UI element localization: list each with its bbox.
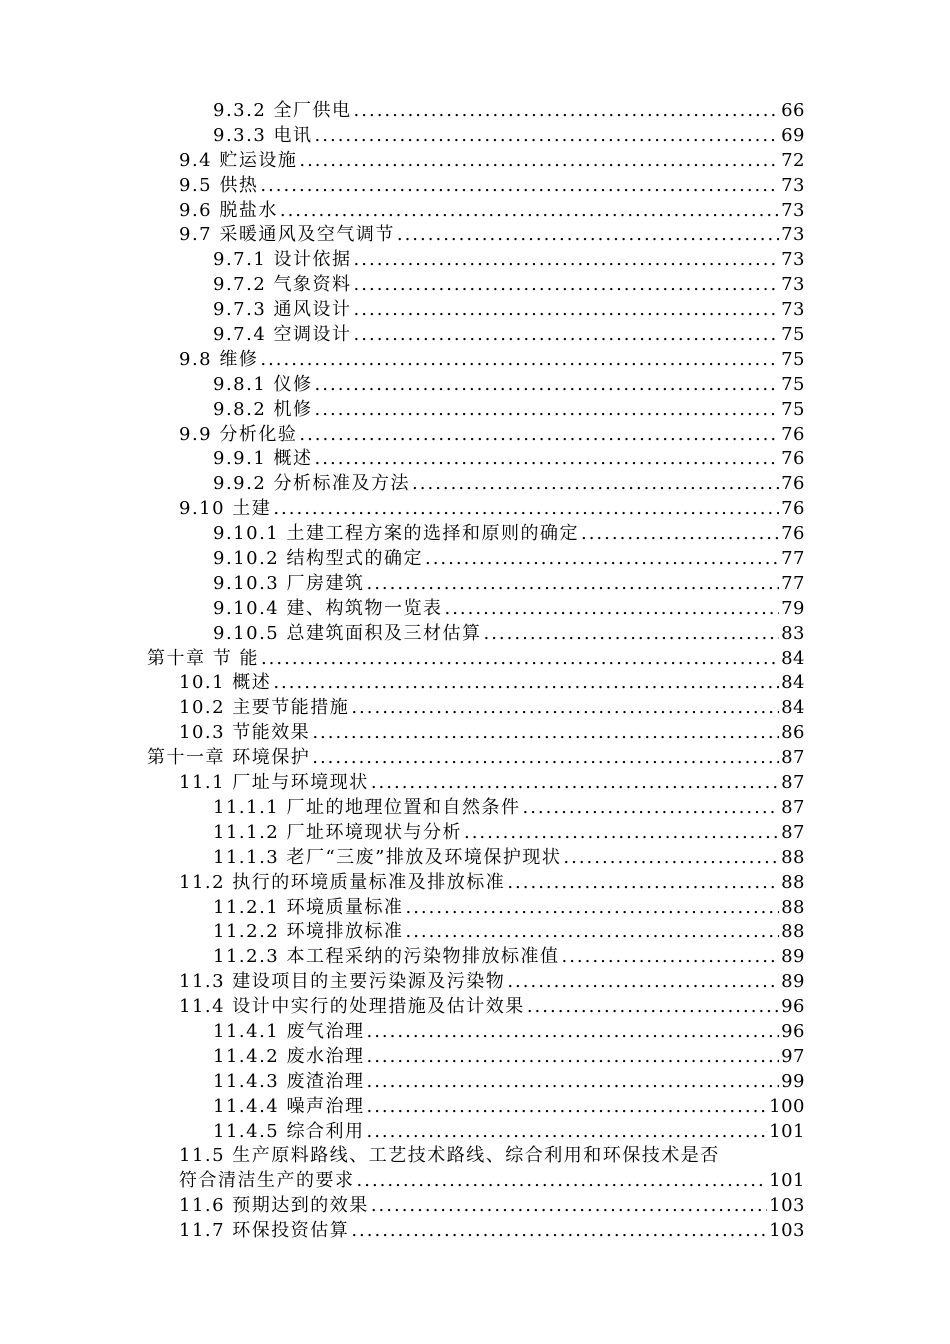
toc-entry-page-number: 79: [781, 597, 805, 619]
dot-leader: [354, 100, 780, 122]
toc-entry-label: 9.5 供热: [179, 174, 259, 196]
dot-leader: [315, 374, 780, 396]
toc-entry-page-number: 89: [781, 971, 805, 993]
toc-entry-page-number: 84: [781, 697, 805, 719]
dot-leader: [405, 921, 779, 943]
toc-entry-page-number: 76: [781, 448, 805, 470]
toc-entry[interactable]: [0, 521, 950, 546]
toc-entry-page-number: 69: [781, 124, 805, 146]
dot-leader: [527, 996, 779, 1018]
toc-entry-page-number: 96: [781, 1020, 805, 1042]
dot-leader: [312, 722, 779, 744]
toc-entry-label: 9.7.4 空调设计: [213, 324, 352, 346]
dot-leader: [354, 249, 780, 271]
toc-entry-label: 11.1.2 厂址环境现状与分析: [213, 821, 462, 843]
toc-entry[interactable]: [0, 198, 950, 223]
dot-leader: [366, 1046, 779, 1068]
toc-entry[interactable]: [0, 222, 950, 247]
dot-leader: [354, 274, 780, 296]
dot-leader: [366, 573, 779, 595]
dot-leader: [299, 424, 779, 446]
toc-entry-label: 9.3.2 全厂供电: [213, 100, 352, 121]
dot-leader: [522, 797, 779, 819]
toc-entry-label: 11.7 环保投资估算: [179, 1220, 350, 1242]
toc-entry-page-number: 87: [781, 821, 805, 843]
toc-entry-label: 11.2 执行的环境质量标准及排放标准: [179, 871, 506, 893]
dot-leader: [405, 897, 779, 919]
dot-leader: [371, 772, 779, 794]
toc-entry-page-number: 76: [781, 423, 805, 445]
toc-entry-page-number: 75: [781, 373, 805, 395]
toc-entry-page-number: 73: [781, 174, 805, 196]
dot-leader: [315, 125, 780, 147]
toc-entry-page-number: 97: [781, 1045, 805, 1067]
toc-entry[interactable]: [0, 422, 950, 447]
toc-entry-page-number: 101: [769, 1120, 805, 1142]
dot-leader: [397, 224, 779, 246]
dot-leader: [315, 448, 780, 470]
toc-entry-page-number: 103: [769, 1220, 805, 1242]
toc-entry-label: 9.7.2 气象资料: [213, 274, 352, 296]
toc-entry-page-number: 73: [781, 274, 805, 296]
dot-leader: [507, 971, 779, 993]
dot-leader: [299, 150, 779, 172]
toc-entry-label: 11.4.3 废渣治理: [213, 1070, 365, 1092]
toc-entry[interactable]: [0, 98, 950, 123]
dot-leader: [260, 349, 779, 371]
dot-leader: [366, 1021, 779, 1043]
toc-entry[interactable]: [0, 1044, 950, 1069]
toc-entry-label: 11.5 生产原料路线、工艺技术路线、综合利用和环保技术是否: [179, 1145, 720, 1167]
toc-entry-page-number: 100: [769, 1095, 805, 1117]
toc-entry[interactable]: [0, 148, 950, 173]
toc-entry[interactable]: [0, 895, 950, 920]
dot-leader: [366, 1121, 767, 1143]
toc-entry-label: 11.2.2 环境排放标准: [213, 921, 404, 943]
toc-entry-page-number: 88: [781, 846, 805, 868]
dot-leader: [260, 175, 779, 197]
toc-entry-page-number: 96: [781, 996, 805, 1018]
toc-entry-label: 9.8.2 机修: [213, 398, 313, 420]
dot-leader: [366, 1071, 779, 1093]
toc-entry-page-number: 88: [781, 871, 805, 893]
toc-entry[interactable]: [0, 372, 950, 397]
toc-entry-label: 11.1.1 厂址的地理位置和自然条件: [213, 796, 521, 818]
dot-leader: [444, 598, 779, 620]
dot-leader: [312, 747, 779, 769]
toc-entry-page-number: 84: [781, 647, 805, 669]
toc-entry-label: 9.6 脱盐水: [179, 199, 278, 221]
toc-entry-label-continued: 符合清洁生产的要求: [179, 1170, 355, 1192]
dot-leader: [425, 548, 779, 570]
dot-leader: [507, 872, 779, 894]
dot-leader: [273, 672, 779, 694]
toc-entry-label: 9.8 维修: [179, 348, 259, 370]
toc-entry-page-number: 88: [781, 921, 805, 943]
toc-entry[interactable]: [0, 173, 950, 198]
dot-leader: [351, 697, 779, 719]
toc-entry-page-number: 86: [781, 722, 805, 744]
toc-entry-label: 9.9.1 概述: [213, 448, 313, 470]
dot-leader: [354, 324, 780, 346]
toc-entry[interactable]: [0, 347, 950, 372]
toc-entry-label: 9.7.3 通风设计: [213, 299, 352, 321]
toc-entry-page-number: 83: [781, 622, 805, 644]
toc-entry[interactable]: [0, 969, 950, 994]
toc-entry-label: 11.3 建设项目的主要污染源及污染物: [179, 971, 506, 993]
toc-entry-page-number: 73: [781, 249, 805, 271]
toc-entry-label: 11.4.5 综合利用: [213, 1120, 365, 1142]
toc-entry-page-number: 75: [781, 348, 805, 370]
toc-entry[interactable]: [0, 919, 950, 944]
toc-entry-label: 10.3 节能效果: [179, 722, 311, 744]
toc-entry-label: 10.2 主要节能措施: [179, 697, 350, 719]
toc-entry[interactable]: [0, 820, 950, 845]
toc-entry-page-number: 73: [781, 224, 805, 246]
toc-entry-page-number: 75: [781, 324, 805, 346]
dot-leader: [354, 299, 780, 321]
toc-entry-page-number: 88: [781, 896, 805, 918]
toc-entry-page-number: 73: [781, 299, 805, 321]
dot-leader: [351, 1220, 767, 1242]
toc-entry[interactable]: [0, 944, 950, 969]
dot-leader: [464, 822, 779, 844]
toc-entry[interactable]: [0, 870, 950, 895]
toc-entry[interactable]: [0, 123, 950, 148]
toc-entry-label: 9.10.3 厂房建筑: [213, 572, 365, 594]
toc-entry-label: 11.2.1 环境质量标准: [213, 896, 404, 918]
dot-leader: [371, 1195, 767, 1217]
toc-entry[interactable]: [0, 795, 950, 820]
toc-entry[interactable]: [0, 247, 950, 272]
dot-leader: [561, 946, 779, 968]
toc-entry[interactable]: [0, 745, 950, 770]
toc-entry-label: 9.9.2 分析标准及方法: [213, 473, 411, 495]
toc-entry-page-number: 84: [781, 672, 805, 694]
toc-entry[interactable]: [0, 845, 950, 870]
toc-entry-page-number: 66: [781, 100, 805, 121]
toc-entry-label: 11.4.1 废气治理: [213, 1020, 365, 1042]
toc-entry[interactable]: [0, 397, 950, 422]
toc-entry-page-number: 89: [781, 946, 805, 968]
toc-entry-label: 11.4 设计中实行的处理措施及估计效果: [179, 996, 525, 1018]
toc-entry-label: 9.10.4 建、构筑物一览表: [213, 597, 443, 619]
toc-entry[interactable]: [0, 546, 950, 571]
toc-entry-label: 9.10.5 总建筑面积及三材估算: [213, 622, 482, 644]
toc-entry-label: 11.1.3 老厂“三废”排放及环境保护现状: [213, 846, 562, 868]
toc-entry-label: 11.4.4 噪声治理: [213, 1095, 365, 1117]
table-of-contents: [0, 98, 950, 1243]
toc-entry-page-number: 77: [781, 548, 805, 570]
toc-entry-label: 11.2.3 本工程采纳的污染物排放标准值: [213, 946, 560, 968]
toc-entry-page-number: 75: [781, 398, 805, 420]
toc-entry[interactable]: [0, 720, 950, 745]
toc-entry-page-number: 72: [781, 149, 805, 171]
toc-entry-page-number: 76: [781, 473, 805, 495]
toc-entry-label: 11.6 预期达到的效果: [179, 1195, 369, 1217]
toc-entry[interactable]: [0, 446, 950, 471]
dot-leader: [315, 399, 780, 421]
toc-entry[interactable]: [0, 272, 950, 297]
toc-entry-label: 9.8.1 仪修: [213, 373, 313, 395]
toc-entry[interactable]: [0, 471, 950, 496]
toc-entry[interactable]: [0, 496, 950, 521]
toc-entry-page-number: 87: [781, 772, 805, 794]
toc-entry[interactable]: [0, 1069, 950, 1094]
dot-leader: [357, 1170, 768, 1192]
dot-leader: [273, 498, 779, 520]
toc-entry[interactable]: [0, 1218, 950, 1243]
dot-leader: [581, 523, 779, 545]
toc-entry-page-number: 87: [781, 747, 805, 769]
toc-entry[interactable]: [0, 621, 950, 646]
toc-entry-label: 9.7 采暖通风及空气调节: [179, 224, 395, 246]
toc-entry[interactable]: [0, 994, 950, 1019]
toc-entry[interactable]: [0, 670, 950, 695]
dot-leader: [280, 200, 779, 222]
toc-entry[interactable]: [0, 1019, 950, 1044]
dot-leader: [261, 648, 779, 670]
toc-entry[interactable]: [0, 1094, 950, 1119]
toc-entry[interactable]: [0, 1119, 950, 1144]
toc-entry-label: 11.1 厂址与环境现状: [179, 772, 369, 794]
toc-entry-label: 11.4.2 废水治理: [213, 1045, 365, 1067]
dot-leader: [483, 623, 779, 645]
toc-entry-label: 9.10.1 土建工程方案的选择和原则的确定: [213, 523, 579, 545]
toc-entry-page-number: 101: [769, 1170, 805, 1192]
dot-leader: [366, 1096, 767, 1118]
toc-entry[interactable]: [0, 1193, 950, 1218]
toc-entry[interactable]: [0, 695, 950, 720]
toc-entry-label: 9.10.2 结构型式的确定: [213, 548, 423, 570]
toc-entry[interactable]: [0, 1143, 950, 1193]
toc-entry-page-number: 76: [781, 523, 805, 545]
toc-entry-page-number: 87: [781, 796, 805, 818]
toc-entry[interactable]: [0, 571, 950, 596]
toc-entry-page-number: 73: [781, 199, 805, 221]
toc-entry-label: 第十一章 环境保护: [147, 747, 311, 769]
toc-entry[interactable]: [0, 297, 950, 322]
toc-entry-label: 9.10 土建: [179, 498, 272, 520]
toc-entry[interactable]: [0, 322, 950, 347]
dot-leader: [563, 847, 779, 869]
toc-entry-page-number: 99: [781, 1070, 805, 1092]
toc-entry-page-number: 103: [769, 1195, 805, 1217]
toc-entry-label: 第十章 节 能: [147, 647, 259, 669]
toc-entry[interactable]: [0, 596, 950, 621]
toc-entry-label: 9.3.3 电讯: [213, 124, 313, 146]
toc-entry[interactable]: [0, 646, 950, 671]
dot-leader: [412, 473, 779, 495]
toc-entry-label: 9.7.1 设计依据: [213, 249, 352, 271]
toc-entry-label: 9.9 分析化验: [179, 423, 298, 445]
toc-entry-label: 10.1 概述: [179, 672, 272, 694]
toc-entry-page-number: 76: [781, 498, 805, 520]
toc-entry[interactable]: [0, 770, 950, 795]
toc-entry-page-number: 77: [781, 572, 805, 594]
toc-entry-label: 9.4 贮运设施: [179, 149, 298, 171]
